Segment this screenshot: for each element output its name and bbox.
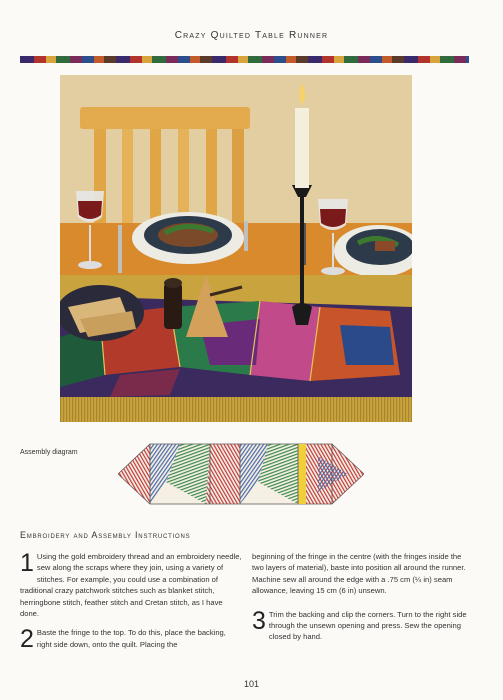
step-1 (20, 551, 242, 619)
page-title: Crazy Quilted Table Runner (174, 30, 329, 41)
table-runner-photo (60, 75, 412, 422)
step-number: 1 (20, 549, 34, 577)
instructions-column-left (20, 551, 242, 658)
page-number: 101 (243, 679, 260, 689)
step-2-continued: beginning of the fringe in the centre (with the fringes inside the two layers of material), baste into position all around the runner. Machine sew all around the edge with a .75 cm (¼ in) seam allowance, leaving 15 cm (6 in) unsewn. (252, 552, 466, 596)
decorative-fabric-strip (20, 56, 469, 63)
step-text: Trim the backing and clip the corners. Turn to the right side through the unsewn opening and press. Sew the opening closed by hand. (268, 609, 467, 642)
figure-caption: Assembly diagram (20, 449, 78, 456)
step-2 (20, 625, 242, 654)
section-heading: Embroidery and Assembly Instructions (20, 530, 191, 540)
step-number: 3 (252, 606, 266, 635)
instructions-column-right (252, 551, 470, 651)
step-number: 2 (20, 625, 34, 654)
step-text: Baste the fringe to the top. To do this, place the backing, right side down, onto the quilt. Placing the (36, 628, 226, 649)
step-3 (252, 606, 470, 643)
assembly-diagram (118, 442, 364, 506)
step-text: Using the gold embroidery thread and an embroidery needle, sew along the scraps where they join, using a variety of stitches. For example, you could use a combination of traditional crazy patchwork stitches such as blanket stitch, herringbone stitch, feather stitch and Cretan stitch, as I have done. (20, 552, 242, 619)
